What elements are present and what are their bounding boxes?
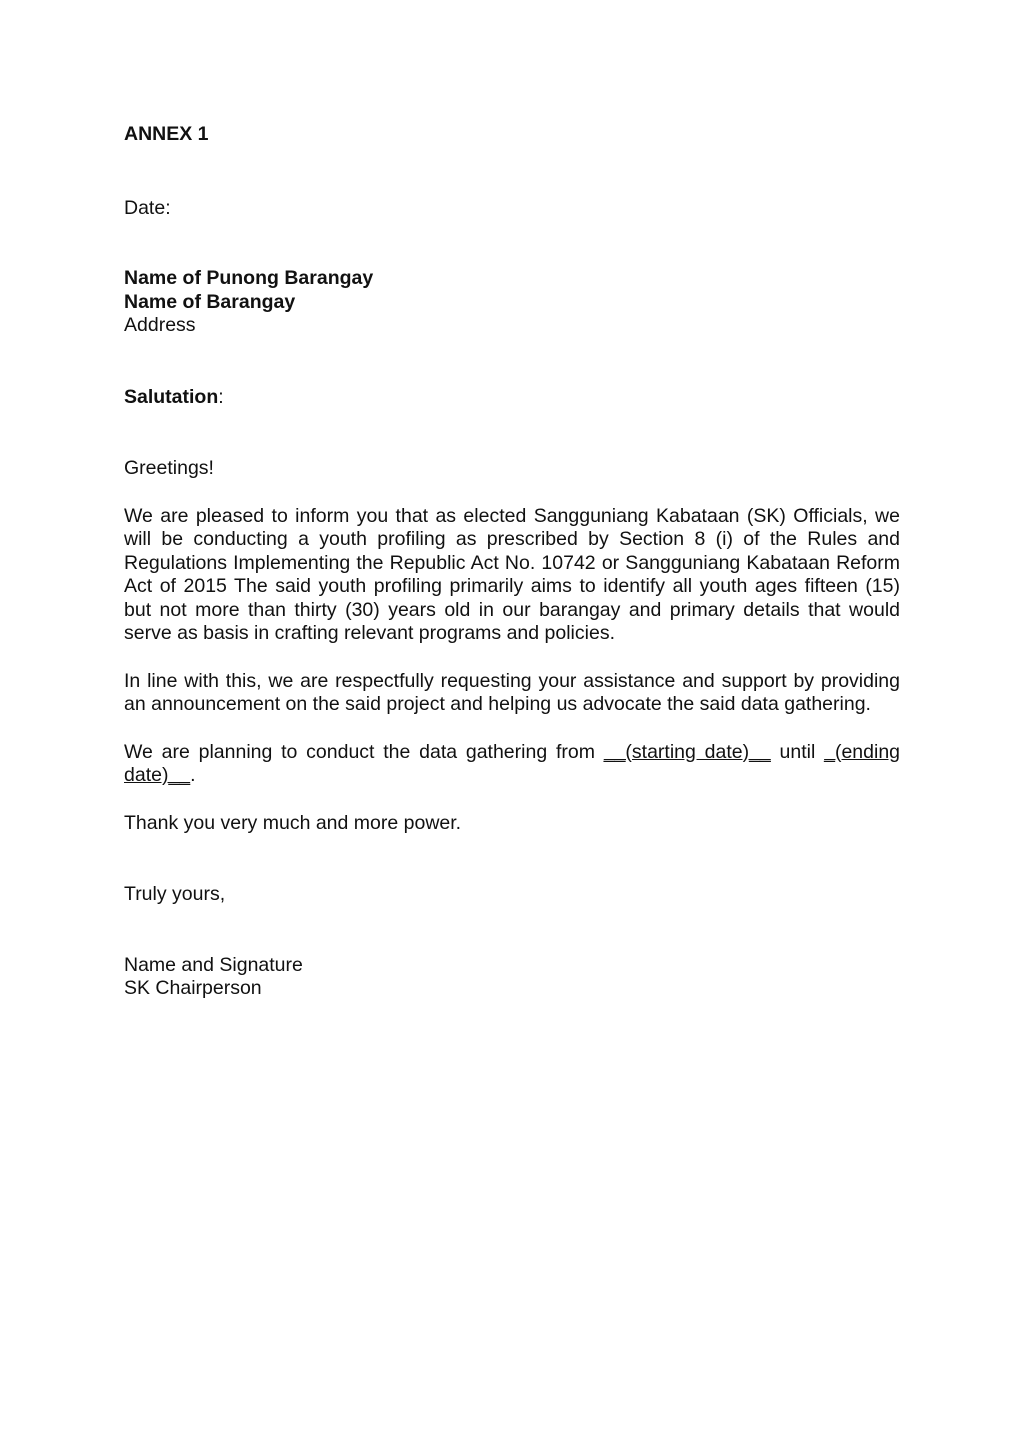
recipient-address: Address: [124, 314, 196, 336]
signature-position: SK Chairperson: [124, 977, 262, 999]
salutation-line: [124, 386, 900, 410]
signature-name-line: Name and Signature: [124, 953, 303, 976]
schedule-prefix: We are planning to conduct the data gathering from: [124, 740, 604, 763]
starting-date-blank: __(starting date)__: [603, 740, 771, 763]
salutation-colon: :: [218, 385, 224, 408]
recipient-name: Name of Punong Barangay: [124, 267, 374, 289]
schedule-middle: until: [770, 740, 825, 763]
body-paragraph-1: We are pleased to inform you that as elected Sangguniang Kabataan (SK) Officials, we will be conducting a youth profiling as prescribed by Section 8 (i) of the Rules and Regulations Implementing the Republic Act No. 10742 or Sangguniang Kabataan Reform Act of 2015 The said youth profiling primarily aims to identify all youth ages fifteen (15) but not more than thirty (30) years old in our barangay and primary details that would serve as basis in crafting relevant programs and policies.: [124, 504, 900, 644]
recipient-barangay: Name of Barangay: [124, 290, 296, 313]
signature-block: [124, 954, 900, 1001]
letter-page: [124, 120, 900, 1001]
salutation-label: Salutation: [124, 385, 219, 408]
schedule-suffix: .: [190, 764, 196, 786]
closing-line: Truly yours,: [124, 883, 226, 905]
recipient-block: [124, 267, 900, 338]
body-paragraph-3: [124, 741, 900, 788]
ending-date-blank: _(ending date)__: [124, 740, 901, 786]
annex-title: ANNEX 1: [124, 123, 209, 145]
thanks-line: Thank you very much and more power.: [124, 811, 462, 834]
body-paragraph-2: In line with this, we are respectfully requesting your assistance and support by providing an announcement on the said project and helping us advocate the said data gathering.: [124, 669, 900, 715]
date-label: Date:: [124, 196, 171, 219]
greeting: Greetings!: [124, 457, 214, 479]
